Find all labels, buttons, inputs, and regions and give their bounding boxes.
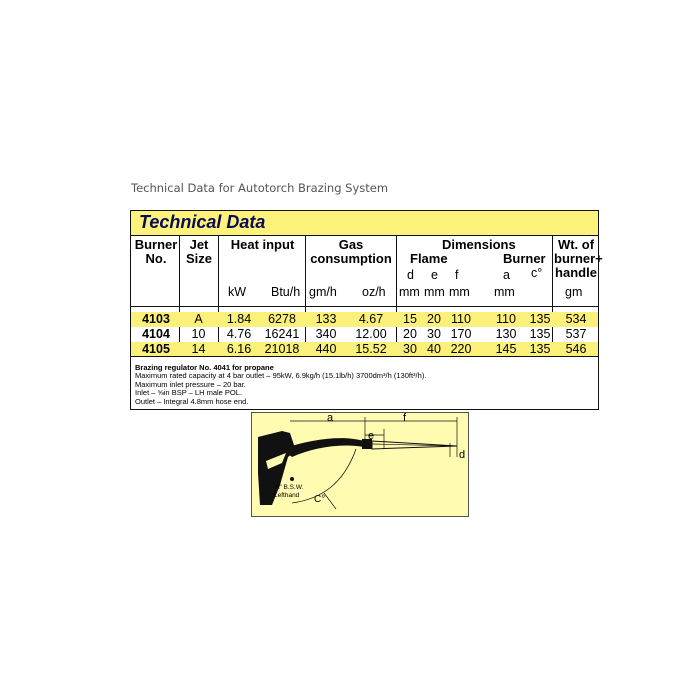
note-line: Maximum rated capacity at 4 bar outlet – 95kW, 6.9kg/h (15.1lb/h) 3700dm³/h (130ft³/h). (135, 371, 427, 381)
cell-c: 135 (529, 342, 551, 356)
cell-oz: 15.52 (355, 342, 387, 356)
note-line: Outlet – Integral 4.8mm hose end. (135, 396, 249, 406)
table-title-bar (131, 211, 598, 236)
cell-wt: 537 (565, 327, 587, 341)
header-burner-line2: No. (145, 251, 167, 266)
notes-divider (131, 356, 598, 357)
header-burner-line1: Burner (134, 237, 178, 252)
header-gas (307, 238, 395, 266)
header-heat-input: Heat input (230, 237, 295, 252)
cell-f: 170 (450, 327, 472, 341)
cell-wt: 546 (565, 342, 587, 356)
cell-f: 110 (451, 312, 471, 326)
technical-data-table (130, 210, 603, 410)
burner-dimension-diagram (251, 412, 469, 517)
cell-f: 220 (450, 342, 472, 356)
technical-data-sheet (130, 210, 603, 516)
cell-e: 40 (427, 342, 441, 356)
cell-jet: A (194, 312, 203, 326)
thread-label (274, 484, 303, 500)
cell-d: 20 (403, 327, 417, 341)
cell-jet: 10 (191, 327, 206, 341)
table-row (131, 342, 598, 357)
cell-a: 110 (496, 312, 516, 326)
cell-kw: 1.84 (226, 312, 252, 326)
header-gas-line1: Gas (338, 237, 364, 252)
header-weight-line2: burner+ (554, 251, 603, 266)
header-weight-line1: Wt. of (557, 237, 595, 252)
header-flame: Flame (410, 251, 448, 266)
header-mm: mm (449, 285, 470, 299)
table-row (131, 327, 598, 342)
note-line: Brazing regulator No. 4041 for propane (135, 363, 274, 372)
header-mm: mm (424, 285, 445, 299)
note-line: Maximum inlet pressure – 20 bar. (135, 379, 246, 389)
header-gm-weight: gm (565, 285, 583, 299)
header-gas-line2: consumption (310, 251, 392, 266)
burner-drawing-icon (252, 413, 468, 516)
header-divider (131, 306, 598, 307)
cell-gm: 440 (315, 342, 337, 356)
header-jet (181, 238, 217, 266)
cell-wt: 534 (565, 312, 587, 326)
cell-c: 135 (529, 327, 551, 341)
cell-btu: 6278 (268, 312, 296, 326)
header-jet-line1: Jet (189, 237, 209, 252)
label-f: f (403, 412, 407, 424)
cell-e: 30 (427, 327, 441, 341)
header-burner-dim: Burner (503, 251, 546, 266)
note-line: Inlet – ⅝in BSP – LH male POL. (135, 388, 243, 398)
label-c: C° (314, 494, 326, 505)
label-d: d (459, 449, 466, 461)
cell-e: 20 (427, 312, 441, 326)
cell-jet: 14 (191, 342, 206, 356)
label-e: e (368, 430, 375, 442)
cell-no: 4104 (142, 327, 170, 341)
regulator-notes (135, 364, 426, 406)
thread-line1: ⅛" B.S.W. (274, 484, 304, 491)
cell-gm: 133 (315, 312, 337, 326)
cell-oz: 12.00 (355, 327, 387, 341)
cell-d: 15 (403, 312, 417, 326)
header-oz: oz/h (362, 285, 386, 299)
header-weight-line3: handle (555, 265, 597, 280)
cell-no: 4103 (142, 312, 170, 326)
cell-kw: 4.76 (226, 327, 252, 341)
header-dimensions: Dimensions (442, 237, 516, 252)
header-btu: Btu/h (271, 285, 301, 299)
cell-c: 135 (529, 312, 551, 326)
header-e: e (431, 268, 438, 282)
cell-a: 130 (495, 327, 517, 341)
page-caption: Technical Data for Autotorch Brazing System (131, 181, 389, 195)
cell-oz: 4.67 (358, 312, 384, 326)
header-f: f (455, 268, 459, 282)
header-c: c° (531, 266, 543, 280)
header-mm: mm (494, 285, 515, 299)
thread-line2: Lefthand (274, 492, 300, 499)
label-a: a (327, 412, 334, 424)
header-burner (134, 238, 178, 266)
header-weight (554, 237, 603, 280)
header-mm: mm (399, 285, 420, 299)
table-row (131, 312, 598, 327)
cell-btu: 16241 (264, 327, 300, 341)
cell-a: 145 (495, 342, 517, 356)
header-a: a (503, 268, 510, 282)
header-kw: kW (228, 285, 247, 299)
cell-gm: 340 (315, 327, 337, 341)
table-title: Technical Data (139, 212, 266, 232)
cell-kw: 6.16 (226, 342, 252, 356)
header-gm: gm/h (309, 285, 337, 299)
header-jet-line2: Size (185, 251, 212, 266)
cell-no: 4105 (142, 342, 170, 356)
cell-btu: 21018 (264, 342, 300, 356)
header-d: d (407, 268, 414, 282)
cell-d: 30 (403, 342, 417, 356)
